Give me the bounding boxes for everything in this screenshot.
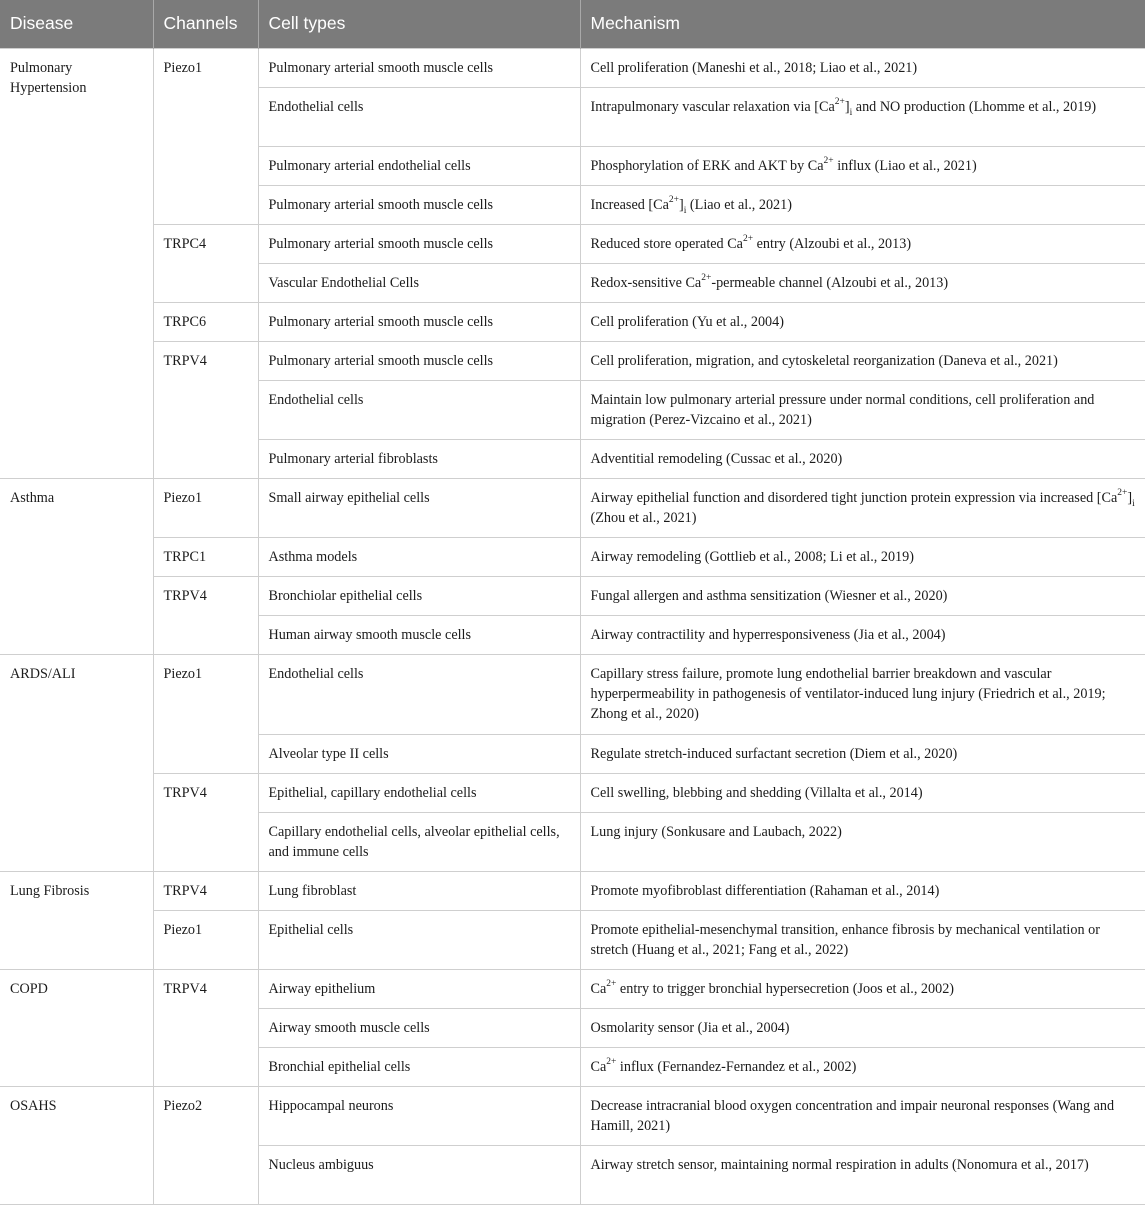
header-row bbox=[0, 0, 1145, 48]
table-body bbox=[0, 48, 1145, 1204]
mechanism-cell: Lung injury (Sonkusare and Laubach, 2022) bbox=[580, 812, 1145, 871]
mechanism-cell: Capillary stress failure, promote lung endothelial barrier breakdown and vascular hyperpermeability in pathogenesis of ventilator-induced lung injury (Friedrich et al., 2019; Zhong et al., 2020) bbox=[580, 654, 1145, 734]
cell-type-cell: Vascular Endothelial Cells bbox=[258, 263, 580, 302]
mechanism-cell: Airway contractility and hyperresponsiveness (Jia et al., 2004) bbox=[580, 615, 1145, 654]
channel-cell: Piezo1 bbox=[153, 48, 258, 224]
mechanism-cell: $Ca^{2+}$ influx (Fernandez-Fernandez et al., 2002) bbox=[580, 1047, 1145, 1086]
mechanism-cell: Promote epithelial-mesenchymal transition, enhance fibrosis by mechanical ventilation or stretch (Huang et al., 2021; Fang et al., 2022) bbox=[580, 910, 1145, 969]
disease-cell: OSAHS bbox=[0, 1086, 153, 1204]
disease-cell: COPD bbox=[0, 969, 153, 1086]
cell-type-cell: Small airway epithelial cells bbox=[258, 478, 580, 537]
channel-cell: TRPC6 bbox=[153, 302, 258, 341]
channel-cell: TRPC4 bbox=[153, 224, 258, 302]
table-row bbox=[0, 302, 1145, 341]
table-row bbox=[0, 773, 1145, 812]
header-mechanism: Mechanism bbox=[580, 0, 1145, 48]
cell-type-cell: Pulmonary arterial endothelial cells bbox=[258, 146, 580, 185]
disease-cell: Lung Fibrosis bbox=[0, 871, 153, 969]
cell-type-cell: Pulmonary arterial smooth muscle cells bbox=[258, 341, 580, 380]
header-cell-types: Cell types bbox=[258, 0, 580, 48]
cell-type-cell: Hippocampal neurons bbox=[258, 1086, 580, 1145]
mechanism-cell: Airway epithelial function and disordered tight junction protein expression via increased $[Ca^{2+}]_i$ (Zhou et al., 2021) bbox=[580, 478, 1145, 537]
cell-type-cell: Lung fibroblast bbox=[258, 871, 580, 910]
cell-type-cell: Airway smooth muscle cells bbox=[258, 1008, 580, 1047]
disease-cell: Asthma bbox=[0, 478, 153, 654]
cell-type-cell: Epithelial, capillary endothelial cells bbox=[258, 773, 580, 812]
mechanism-cell: Redox-sensitive $Ca^{2+}$-permeable channel (Alzoubi et al., 2013) bbox=[580, 263, 1145, 302]
table-row bbox=[0, 910, 1145, 969]
channel-cell: TRPC1 bbox=[153, 537, 258, 576]
channel-cell: TRPV4 bbox=[153, 871, 258, 910]
cell-type-cell: Endothelial cells bbox=[258, 87, 580, 146]
table-row bbox=[0, 871, 1145, 910]
mechanism-cell: Increased $[Ca^{2+}]_i$ (Liao et al., 2021) bbox=[580, 185, 1145, 224]
table-row bbox=[0, 224, 1145, 263]
mechanism-cell: Intrapulmonary vascular relaxation via $[Ca^{2+}]_i$ and NO production (Lhomme et al., 2019) bbox=[580, 87, 1145, 146]
mechanism-cell: Osmolarity sensor (Jia et al., 2004) bbox=[580, 1008, 1145, 1047]
mechanism-cell: Cell proliferation (Yu et al., 2004) bbox=[580, 302, 1145, 341]
channel-cell: TRPV4 bbox=[153, 969, 258, 1086]
mechanism-cell: Adventitial remodeling (Cussac et al., 2020) bbox=[580, 439, 1145, 478]
mechanism-cell: Phosphorylation of ERK and AKT by $Ca^{2+}$ influx (Liao et al., 2021) bbox=[580, 146, 1145, 185]
channel-cell: TRPV4 bbox=[153, 773, 258, 871]
cell-type-cell: Pulmonary arterial smooth muscle cells bbox=[258, 302, 580, 341]
cell-type-cell: Bronchial epithelial cells bbox=[258, 1047, 580, 1086]
channel-cell: TRPV4 bbox=[153, 576, 258, 654]
mechanism-cell: Fungal allergen and asthma sensitization (Wiesner et al., 2020) bbox=[580, 576, 1145, 615]
cell-type-cell: Airway epithelium bbox=[258, 969, 580, 1008]
cell-type-cell: Asthma models bbox=[258, 537, 580, 576]
channel-cell: Piezo2 bbox=[153, 1086, 258, 1204]
cell-type-cell: Endothelial cells bbox=[258, 654, 580, 734]
table-row bbox=[0, 537, 1145, 576]
mechanism-cell: $Ca^{2+}$ entry to trigger bronchial hypersecretion (Joos et al., 2002) bbox=[580, 969, 1145, 1008]
table-row bbox=[0, 341, 1145, 380]
disease-cell: ARDS/ALI bbox=[0, 654, 153, 871]
cell-type-cell: Pulmonary arterial fibroblasts bbox=[258, 439, 580, 478]
cell-type-cell: Epithelial cells bbox=[258, 910, 580, 969]
header-disease: Disease bbox=[0, 0, 153, 48]
cell-type-cell: Pulmonary arterial smooth muscle cells bbox=[258, 185, 580, 224]
channel-cell: Piezo1 bbox=[153, 654, 258, 773]
cell-type-cell: Human airway smooth muscle cells bbox=[258, 615, 580, 654]
table-row bbox=[0, 1086, 1145, 1145]
cell-type-cell: Endothelial cells bbox=[258, 380, 580, 439]
channel-cell: Piezo1 bbox=[153, 910, 258, 969]
mechanism-cell: Reduced store operated $Ca^{2+}$ entry (Alzoubi et al., 2013) bbox=[580, 224, 1145, 263]
mechanism-cell: Cell proliferation (Maneshi et al., 2018; Liao et al., 2021) bbox=[580, 48, 1145, 87]
cell-type-cell: Capillary endothelial cells, alveolar epithelial cells, and immune cells bbox=[258, 812, 580, 871]
mechanism-cell: Promote myofibroblast differentiation (Rahaman et al., 2014) bbox=[580, 871, 1145, 910]
table-row bbox=[0, 654, 1145, 734]
mechanism-cell: Airway remodeling (Gottlieb et al., 2008; Li et al., 2019) bbox=[580, 537, 1145, 576]
table-row bbox=[0, 576, 1145, 615]
cell-type-cell: Pulmonary arterial smooth muscle cells bbox=[258, 48, 580, 87]
mechanism-cell: Maintain low pulmonary arterial pressure under normal conditions, cell proliferation and migration (Perez-Vizcaino et al., 2021) bbox=[580, 380, 1145, 439]
mechanism-cell: Regulate stretch-induced surfactant secretion (Diem et al., 2020) bbox=[580, 734, 1145, 773]
table-row bbox=[0, 478, 1145, 537]
cell-type-cell: Nucleus ambiguus bbox=[258, 1145, 580, 1204]
cell-type-cell: Bronchiolar epithelial cells bbox=[258, 576, 580, 615]
cell-type-cell: Alveolar type II cells bbox=[258, 734, 580, 773]
header-channels: Channels bbox=[153, 0, 258, 48]
mechanism-cell: Airway stretch sensor, maintaining normal respiration in adults (Nonomura et al., 2017) bbox=[580, 1145, 1145, 1204]
channel-cell: Piezo1 bbox=[153, 478, 258, 537]
cell-type-cell: Pulmonary arterial smooth muscle cells bbox=[258, 224, 580, 263]
table-row bbox=[0, 48, 1145, 87]
disease-cell: Pulmonary Hypertension bbox=[0, 48, 153, 478]
mechanism-cell: Decrease intracranial blood oxygen concentration and impair neuronal responses (Wang and Hamill, 2021) bbox=[580, 1086, 1145, 1145]
channel-cell: TRPV4 bbox=[153, 341, 258, 478]
table-row bbox=[0, 969, 1145, 1008]
mechanism-cell: Cell swelling, blebbing and shedding (Villalta et al., 2014) bbox=[580, 773, 1145, 812]
mechanism-cell: Cell proliferation, migration, and cytoskeletal reorganization (Daneva et al., 2021) bbox=[580, 341, 1145, 380]
